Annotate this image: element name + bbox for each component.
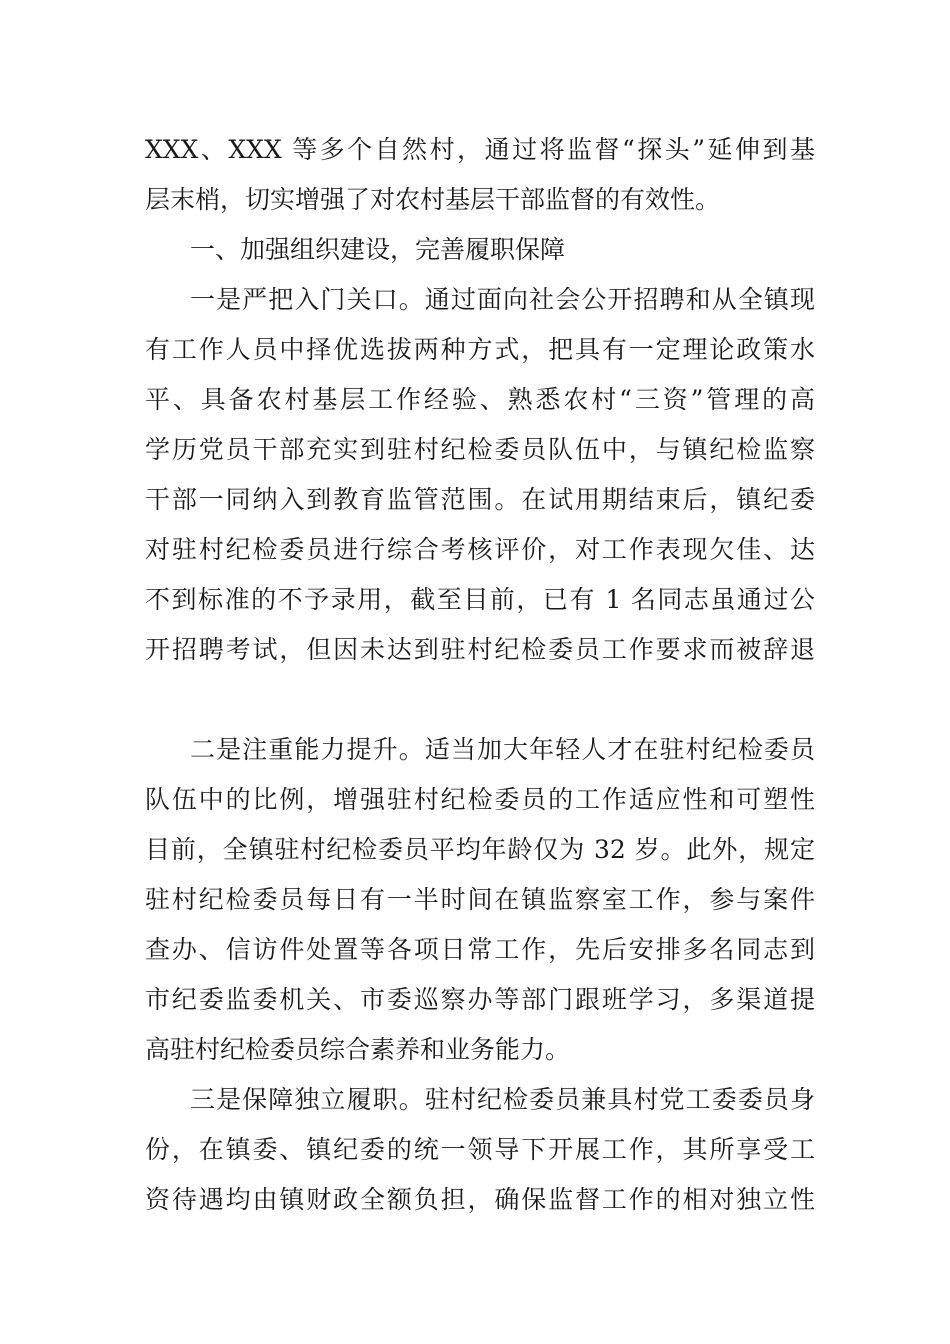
- text-line-10: 不到标准的不予录用，截至目前，已有 1 名同志虽通过公: [145, 585, 815, 614]
- text-line-18: 高驻村纪检委员综合素养和业务能力。: [145, 1035, 571, 1064]
- text-line-21: 资待遇均由镇财政全额负担，确保监督工作的相对独立性: [145, 1185, 815, 1214]
- text-line-15: 驻村纪检委员每日有一半时间在镇监察室工作，参与案件: [145, 885, 815, 914]
- text-line-1: XXX、XXX 等多个自然村，通过将监督“探头”延伸到基: [145, 135, 815, 164]
- text-line-2: 层末梢，切实增强了对农村基层干部监督的有效性。: [145, 185, 721, 214]
- text-line-14: 目前，全镇驻村纪检委员平均年龄仅为 32 岁。此外，规定: [145, 835, 815, 864]
- text-line-6: 平、具备农村基层工作经验、熟悉农村“三资”管理的高: [145, 385, 815, 414]
- text-line-5: 有工作人员中择优选拔两种方式，把具有一定理论政策水: [145, 335, 815, 364]
- text-line-9: 对驻村纪检委员进行综合考核评价，对工作表现欠佳、达: [145, 535, 815, 564]
- text-line-13: 队伍中的比例，增强驻村纪检委员的工作适应性和可塑性: [145, 785, 815, 814]
- text-line-11: 开招聘考试，但因未达到驻村纪检委员工作要求而被辞退: [145, 635, 815, 664]
- text-line-16: 查办、信访件处置等各项日常工作，先后安排多名同志到: [145, 935, 815, 964]
- text-line-8: 干部一同纳入到教育监管范围。在试用期结束后，镇纪委: [145, 485, 815, 514]
- text-line-4: 一是严把入门关口。通过面向社会公开招聘和从全镇现: [190, 285, 815, 314]
- section-heading: 一、加强组织建设，完善履职保障: [190, 235, 566, 264]
- text-line-20: 份，在镇委、镇纪委的统一领导下开展工作，其所享受工: [145, 1135, 815, 1164]
- text-line-12: 二是注重能力提升。适当加大年轻人才在驻村纪检委员: [190, 735, 815, 764]
- text-line-7: 学历党员干部充实到驻村纪检委员队伍中，与镇纪检监察: [145, 435, 815, 464]
- text-line-17: 市纪委监委机关、市委巡察办等部门跟班学习，多渠道提: [145, 985, 815, 1014]
- text-line-19: 三是保障独立履职。驻村纪检委员兼具村党工委委员身: [190, 1085, 815, 1114]
